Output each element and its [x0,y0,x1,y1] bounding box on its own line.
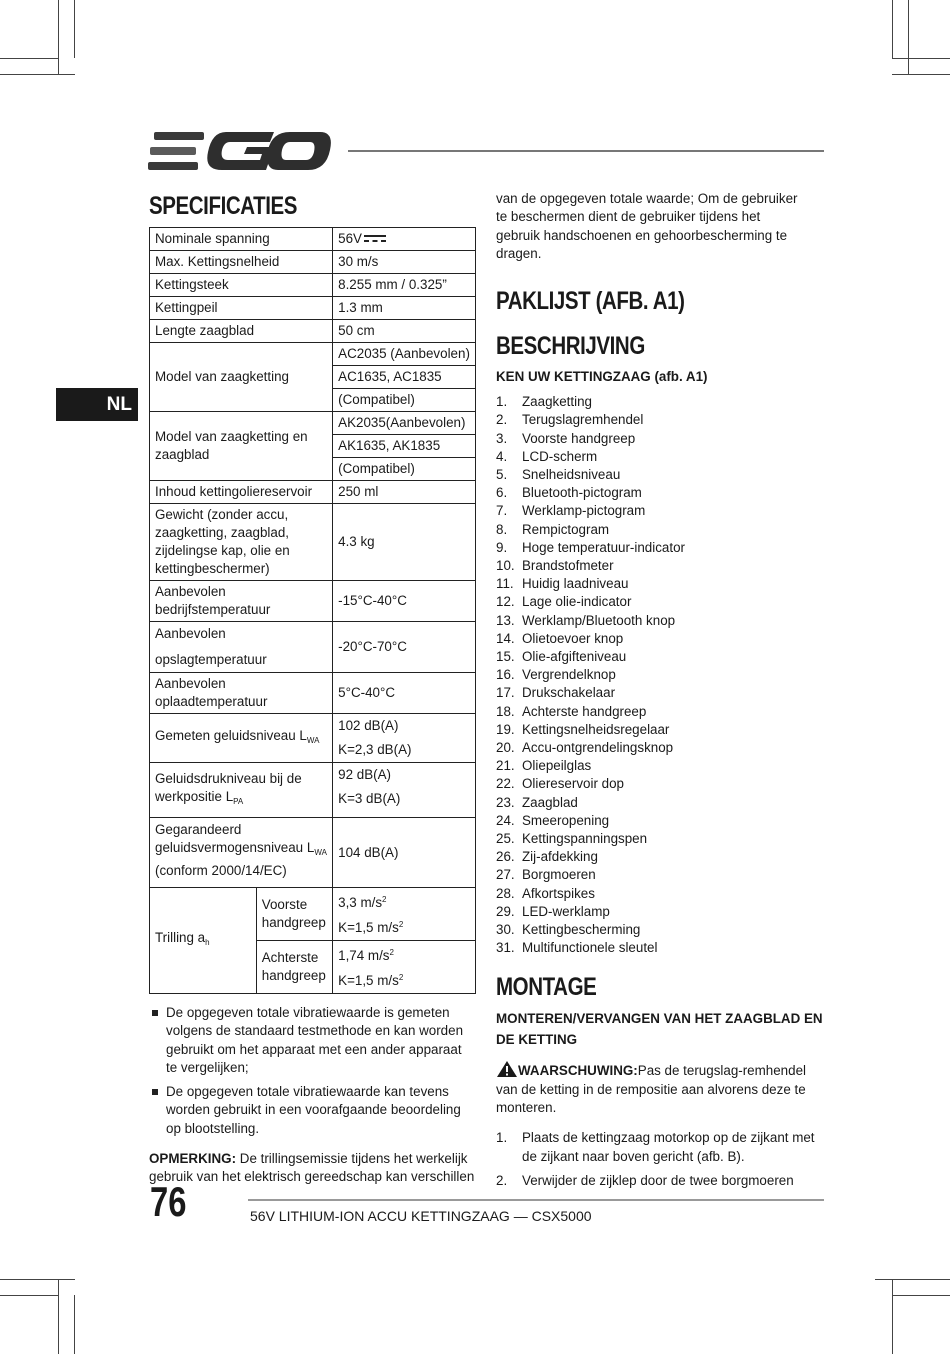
part-number: 24. [496,812,515,828]
table-row [150,622,476,673]
table-row [150,714,476,763]
list-item [496,430,826,448]
spec-label: Trilling $a_h$ [150,888,257,994]
list-item [496,684,826,702]
spec-value: 50 cm [333,320,476,343]
list-item [496,830,826,848]
list-item [496,630,826,648]
part-label: Kettingspanningspen [522,831,648,847]
part-label: Olie-afgifteniveau [522,649,627,665]
continuation-text: van de opgegeven totale waarde; Om de gebruiker te beschermen dient de gebruiker tijdens het gebruik handschoenen en gehoorbescherming te dragen. [496,191,798,261]
know-your-chainsaw-title: KEN UW KETTINGZAAG (afb. A1) [496,369,708,385]
crop-mark [58,0,59,75]
list-item [496,775,826,793]
warning-label: WAARSCHUWING: [518,1063,638,1079]
spec-value: AC2035 (Aanbevolen) [333,343,476,366]
crop-mark [58,1279,59,1354]
parts-list [496,393,826,957]
right-column [496,190,826,1196]
part-label: Borgmoeren [522,867,596,883]
spec-value: 1.3 mm [333,297,476,320]
spec-value: 3,3 $m/s^2$ K=1,5 $m/s^2$ [333,888,476,941]
spec-value: (Compatibel) [333,389,476,412]
part-label: Brandstofmeter [522,558,614,574]
spec-label-line: opslagtemperatuur [155,652,267,667]
table-row [150,888,476,941]
part-number: 31. [496,940,515,956]
table-row [150,581,476,622]
crop-mark [74,1295,75,1354]
bullet-list [149,1004,476,1138]
spec-value: 102 dB(A) K=2,3 dB(A) [333,714,476,763]
part-label: Zaagketting [522,394,592,410]
footer-rule [248,1199,824,1201]
part-label: Accu-ontgrendelingsknop [522,740,674,756]
list-item [496,393,826,411]
table-row [150,343,476,366]
part-label: Kettingbescherming [522,922,641,938]
left-column [149,192,476,1187]
part-number: 1. [496,394,508,410]
spec-label: Gewicht (zonder accu, zaagketting, zaagblad, zijdelingse kap, olie en kettingbeschermer) [150,504,333,581]
list-item [496,521,826,539]
table-row [150,412,476,435]
list-item: De opgegeven totale vibratiewaarde is gemeten volgens de standaard testmethode en kan worden gebruikt om het apparaat met een ander apparaat te vergelijken; [149,1004,476,1077]
list-item [496,648,826,666]
part-number: 15. [496,649,515,665]
list-item [496,703,826,721]
list-item [496,411,826,429]
spec-sublabel: Achterste handgreep [256,941,332,994]
dc-voltage-icon [364,234,386,244]
spec-label: Nominale spanning [150,228,333,251]
montage-subtitle: MONTEREN/VERVANGEN VAN HET ZAAGBLAD EN DE KETTING [496,1011,823,1048]
part-number: 17. [496,685,515,701]
list-item: 1. Plaats de kettingzaag motorkop op de zijkant met de zijkant naar boven gericht (afb. B). [496,1129,826,1166]
ego-logo [148,130,332,172]
spec-label: Max. Kettingsnelheid [150,251,333,274]
part-number: 29. [496,903,515,919]
crop-mark [892,1279,893,1354]
part-number: 23. [496,794,515,810]
spec-value: AK2035(Aanbevolen) [333,412,476,435]
spec-value: AK1635, AK1835 [333,435,476,458]
specs-title: SPECIFICATIES [149,192,298,220]
description-title: BESCHRIJVING [496,332,645,361]
part-number: 19. [496,721,515,737]
part-label: Drukschakelaar [522,685,616,701]
part-number: 20. [496,740,515,756]
table-row [150,320,476,343]
list-item [496,448,826,466]
crop-mark [875,1279,950,1280]
footer-text: 56V LITHIUM-ION ACCU KETTINGZAAG — CSX5000 [250,1208,592,1224]
part-label: Voorste handgreep [522,430,636,446]
part-number: 6. [496,485,508,501]
list-item [496,903,826,921]
part-number: 7. [496,503,508,519]
part-number: 4. [496,448,508,464]
part-number: 5. [496,467,508,482]
crop-mark [0,1279,75,1280]
step-number: 2. [496,1172,508,1188]
crop-mark [0,58,58,59]
spec-label: Gegarandeerd geluidsvermogensniveau $L_{WA}$ (conform 2000/14/EC) [150,818,333,888]
spec-label: Kettingsteek [150,274,333,297]
steps-list [496,1129,826,1190]
list-item [496,939,826,957]
part-label: Lage olie-indicator [522,594,632,610]
part-label: Vergrendelknop [522,667,616,683]
list-item [496,921,826,939]
warning-text: Pas de terugslag-remhendel van de ketting in de rempositie aan alvorens deze te monteren. [496,1063,806,1116]
table-row [150,251,476,274]
spec-value: -15°C-40°C [333,581,476,622]
spec-label: Geluidsdrukniveau bij de werkpositie $L_{PA}$ [150,763,333,818]
part-number: 28. [496,885,515,901]
part-label: Huidig laadniveau [522,576,629,592]
spec-label: Model van zaagketting en zaagblad [150,412,333,481]
spec-value: 5°C-40°C [333,673,476,714]
page-number: 76 [150,1178,187,1225]
crop-mark [908,0,909,75]
part-number: 27. [496,867,515,883]
part-label: Smeeropening [522,812,610,828]
bullet-square-icon [152,1089,158,1095]
crop-mark [0,1295,58,1296]
packing-list-title: PAKLIJST (AFB. A1) [496,287,685,316]
part-label: Afkortspikes [522,885,595,901]
table-row [150,228,476,251]
spec-value: 56V [333,228,476,251]
part-label: Achterste handgreep [522,703,647,719]
list-item [496,593,826,611]
spec-value: AC1635, AC1835 [333,366,476,389]
list-item [496,539,826,557]
part-number: 30. [496,922,515,938]
part-number: 18. [496,703,515,719]
list-item [496,666,826,684]
crop-mark [892,58,950,59]
list-item [496,466,826,484]
language-tab: NL [56,388,138,421]
part-label: Werklamp/Bluetooth knop [522,612,676,628]
part-number: 14. [496,630,515,646]
spec-value: 104 dB(A) [333,818,476,888]
crop-mark [74,0,75,58]
table-row [150,673,476,714]
spec-value: 92 dB(A) K=3 dB(A) [333,763,476,818]
table-row [150,818,476,888]
part-number: 16. [496,667,515,683]
bullet-square-icon [152,1010,158,1016]
part-number: 2. [496,412,508,428]
table-row [150,481,476,504]
header-rule [348,150,824,152]
list-item [496,612,826,630]
spec-table [149,227,476,994]
spec-value: 250 ml [333,481,476,504]
spec-sublabel: Voorste handgreep [256,888,332,941]
list-item [496,721,826,739]
spec-value: (Compatibel) [333,458,476,481]
spec-label: Kettingpeil [150,297,333,320]
spec-label: Lengte zaagblad [150,320,333,343]
list-item [496,848,826,866]
list-item [496,866,826,884]
note-label: OPMERKING: [149,1151,237,1167]
part-number: 25. [496,831,515,847]
part-number: 21. [496,758,515,774]
part-label: Oliereservoir dop [522,776,624,792]
crop-mark [0,74,75,75]
part-label: Werklamp-pictogram [522,503,646,519]
part-label: Snelheidsniveau [522,467,621,482]
list-item [496,484,826,502]
part-number: 11. [496,576,514,592]
spec-label: Aanbevolen oplaadtemperatuur [150,673,333,714]
table-row [150,274,476,297]
spec-value: -20°C-70°C [333,622,476,673]
crop-mark [892,0,893,58]
part-number: 3. [496,430,508,446]
spec-value: 8.255 mm / 0.325” [333,274,476,297]
part-label: Rempictogram [522,521,610,537]
spec-value: 1,74 $m/s^2$ K=1,5 $m/s^2$ [333,941,476,994]
warning [496,1060,826,1117]
spec-label: Model van zaagketting [150,343,333,412]
spec-label: Aanbevolen bedrijfstemperatuur [150,581,333,622]
part-label: Multifunctionele sleutel [522,940,658,956]
part-label: Olietoevoer knop [522,630,624,646]
list-item [496,885,826,903]
spec-label [150,622,333,673]
list-item: 2. Verwijder de zijklep door de twee borgmoeren [496,1172,826,1190]
list-item [496,557,826,575]
list-item [496,575,826,593]
spec-label-line: Aanbevolen [155,626,226,641]
table-row [150,297,476,320]
crop-mark [892,74,950,75]
list-item [496,502,826,520]
list-item [496,739,826,757]
part-label: Kettingsnelheidsregelaar [522,721,670,737]
crop-mark [892,1295,950,1296]
part-number: 26. [496,849,515,865]
part-label: Zij-afdekking [522,849,598,865]
part-label: Zaagblad [522,794,578,810]
part-label: LCD-scherm [522,448,598,464]
part-number: 13. [496,612,515,628]
part-label: Oliepeilglas [522,758,592,774]
part-label: Terugslagremhendel [522,412,644,428]
note-text: De trillingsemissie tijdens het werkelijk gebruik van het elektrisch gereedschap kan verschillen [149,1151,475,1185]
spec-label: Gemeten geluidsniveau $L_{WA}$ [150,714,333,763]
part-number: 22. [496,776,515,792]
list-item [496,812,826,830]
spec-value: 4.3 kg [333,504,476,581]
montage-title: MONTAGE [496,973,597,1002]
spec-value: 30 m/s [333,251,476,274]
part-number: 10. [496,558,515,574]
part-number: 8. [496,521,508,537]
list-item [496,757,826,775]
part-label: Bluetooth-pictogram [522,485,642,501]
table-row [150,504,476,581]
list-item: De opgegeven totale vibratiewaarde kan tevens worden gebruikt in een voorafgaande beoordeling op blootstelling. [149,1083,476,1138]
part-number: 9. [496,539,508,555]
list-item [496,794,826,812]
step-number: 1. [496,1130,508,1146]
note [149,1150,476,1187]
part-number: 12. [496,594,515,610]
part-label: Hoge temperatuur-indicator [522,539,686,555]
spec-label: Inhoud kettingoliereservoir [150,481,333,504]
part-label: LED-werklamp [522,903,610,919]
table-row [150,763,476,818]
warning-triangle-icon [496,1060,518,1078]
